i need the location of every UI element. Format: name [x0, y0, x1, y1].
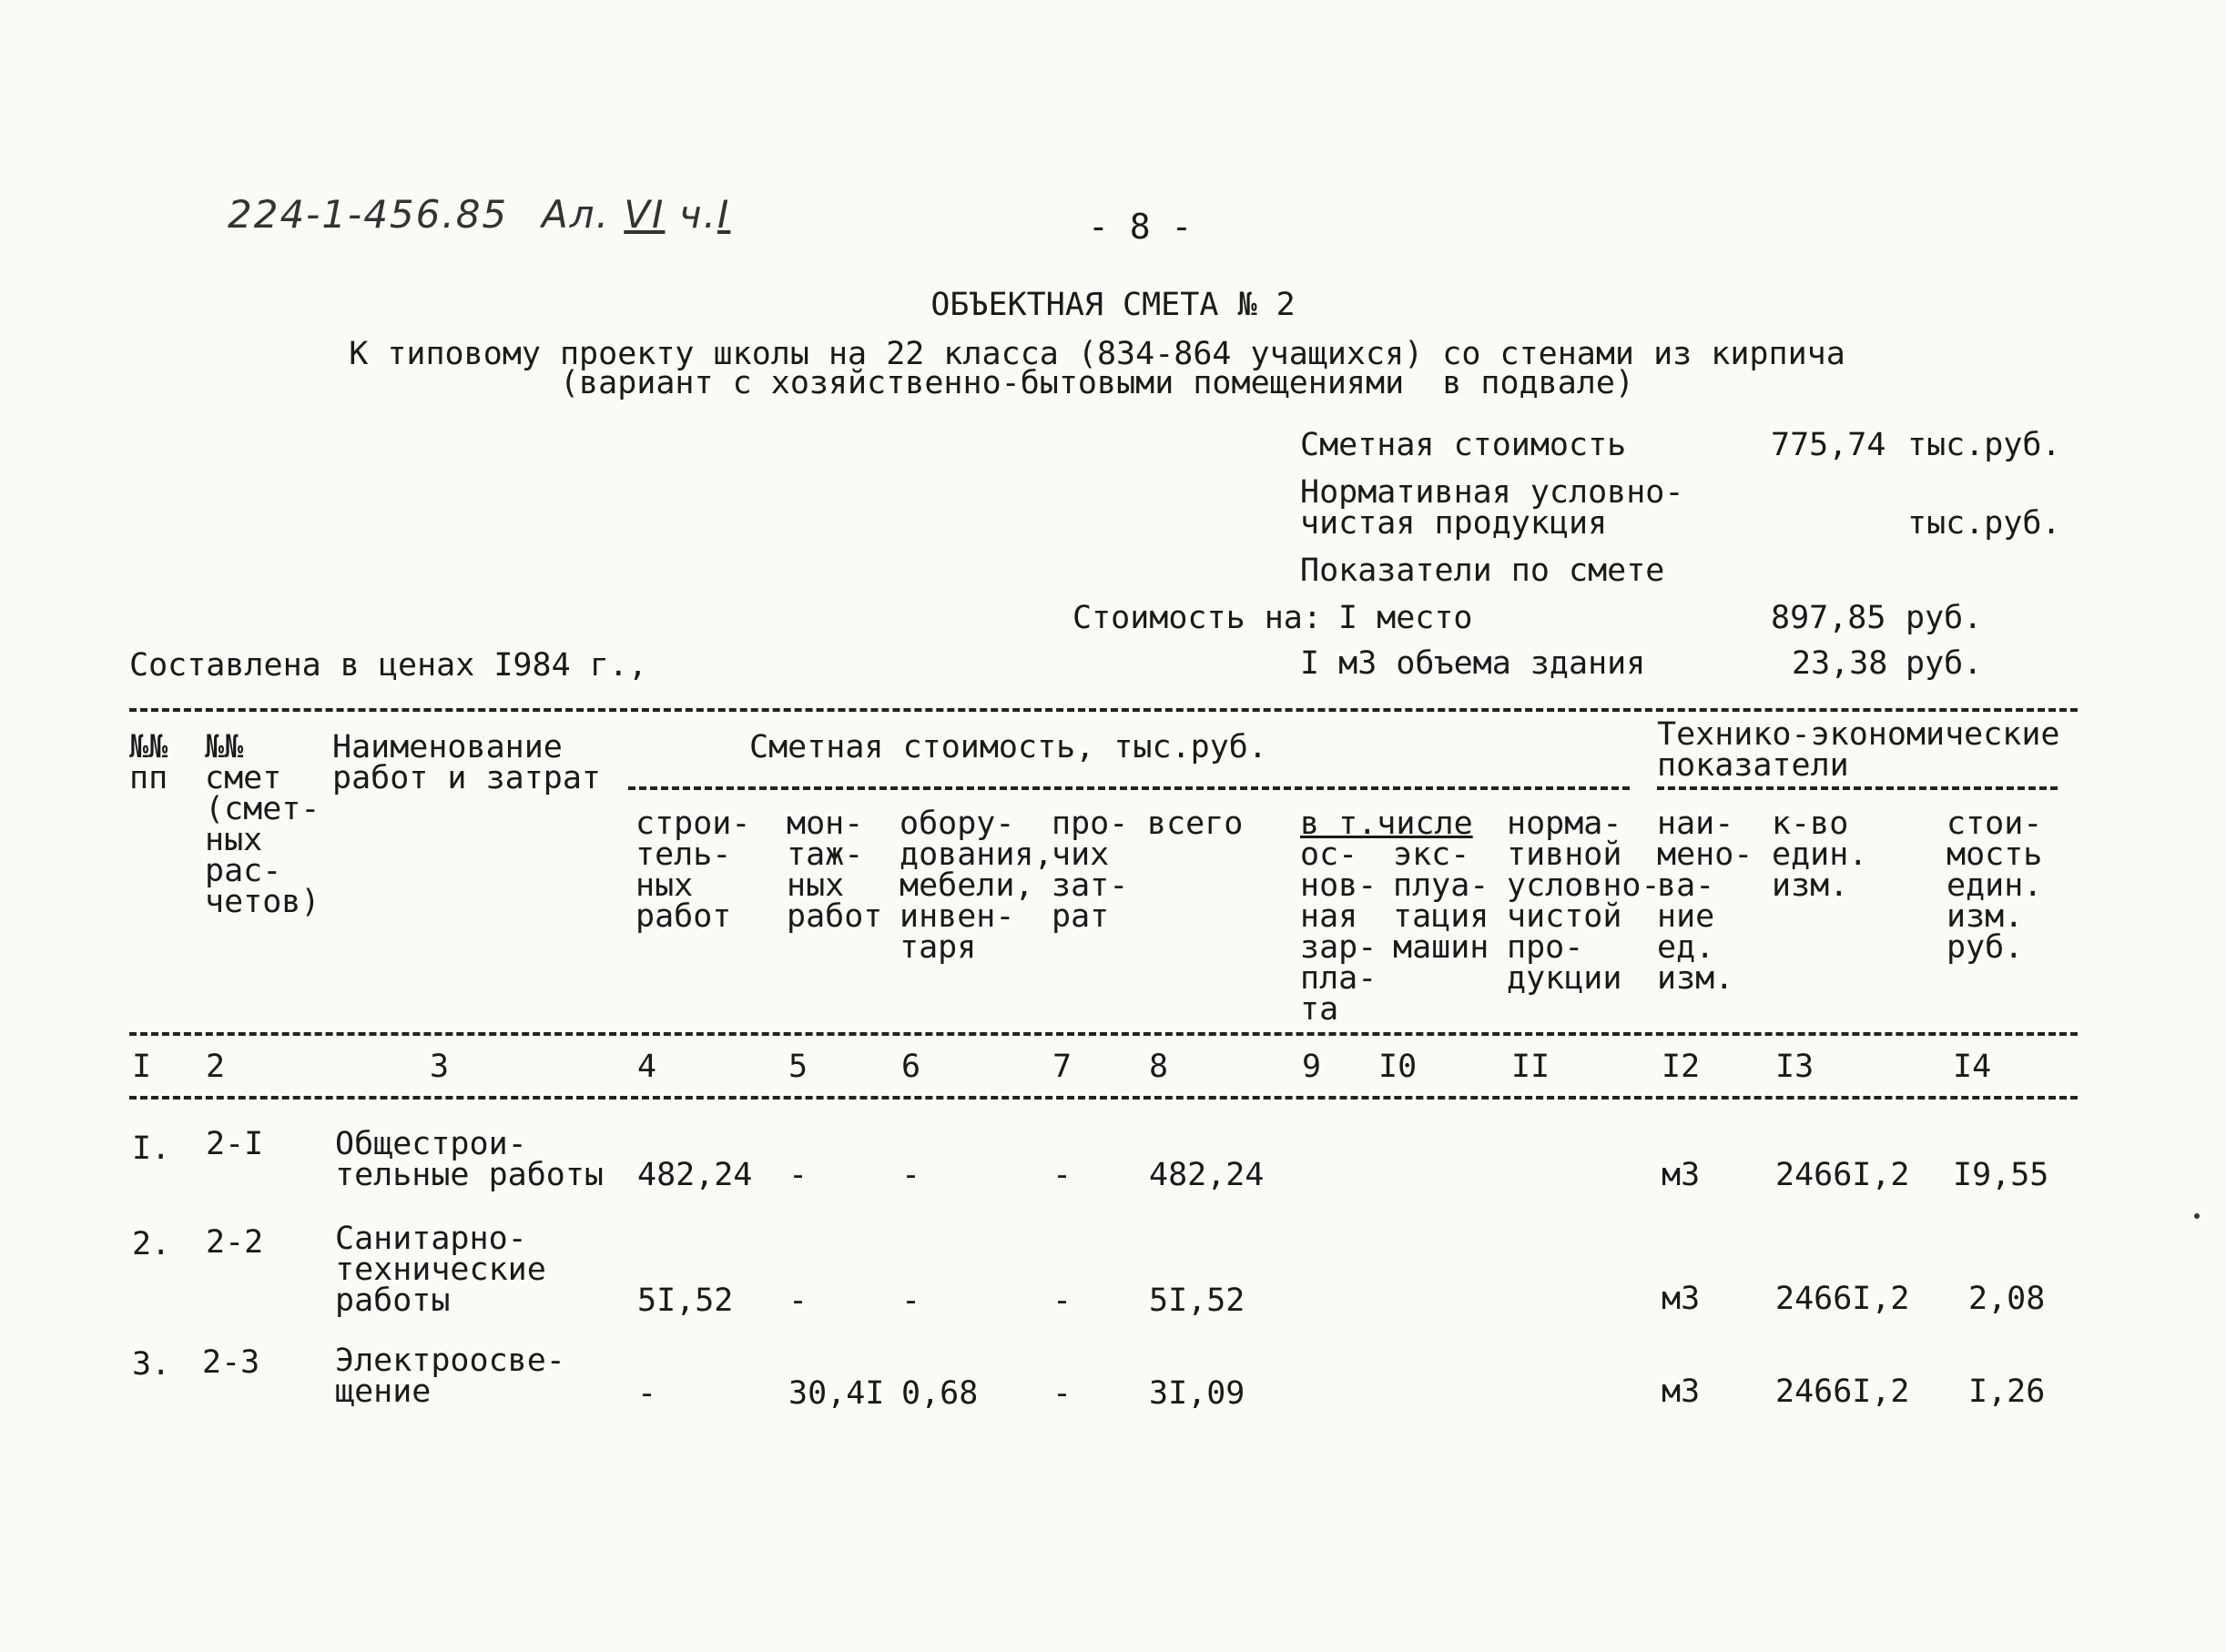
per-place-unit: руб. — [1906, 600, 1983, 636]
row-number: 2. — [132, 1226, 171, 1262]
column-number: 9 — [1302, 1049, 1322, 1085]
cost-unit: тыс.руб. — [1907, 427, 2061, 463]
row-total: 5I,52 — [1149, 1282, 1245, 1319]
row-unit: м3 — [1662, 1373, 1701, 1410]
row-work-name: Санитарно- технические работы — [335, 1221, 546, 1319]
row-equipment: - — [901, 1157, 921, 1193]
row-estimate: 2-I — [206, 1126, 264, 1162]
row-total: 482,24 — [1149, 1157, 1265, 1193]
column-numbers-rule — [129, 1096, 2078, 1100]
per-m3-unit: руб. — [1906, 645, 1983, 682]
column-number: I3 — [1775, 1049, 1814, 1085]
column-number: 3 — [430, 1049, 450, 1085]
header-equipment: обору- дования, мебели, инвен- таря — [900, 806, 1053, 966]
page-title: ОБЪЕКТНАЯ СМЕТА № 2 — [930, 287, 1296, 323]
header-unit-quantity: к-во един. изм. — [1772, 806, 1868, 904]
row-number: 3. — [132, 1346, 171, 1383]
norm-label-line-2: чистая продукция — [1300, 505, 1608, 542]
album-reference — [542, 192, 731, 237]
header-other: про- чих зат- рат — [1052, 806, 1129, 935]
column-number: I4 — [1953, 1049, 1992, 1085]
header-bottom-rule — [129, 1032, 2078, 1036]
row-quantity: 2466I,2 — [1775, 1373, 1910, 1410]
row-work-name: Общестрои- тельные работы — [335, 1126, 605, 1193]
column-number: 7 — [1052, 1049, 1072, 1085]
header-estimate-number: №№ смет (смет- ных рас- четов) — [205, 729, 320, 920]
table-top-rule — [129, 708, 2078, 712]
row-number: I. — [132, 1130, 171, 1167]
row-other: - — [1052, 1375, 1072, 1412]
header-cost-group: Сметная стоимость, тыс.руб. — [749, 729, 1267, 765]
header-construction: строи- тель- ных работ — [635, 806, 751, 935]
scan-speck — [2194, 1213, 2200, 1219]
row-quantity: 2466I,2 — [1775, 1281, 1910, 1317]
column-number: 5 — [788, 1049, 808, 1085]
row-unit-cost: 2,08 — [1968, 1281, 2046, 1317]
album-label: Ал. — [542, 192, 610, 237]
header-normative-product: норма- тивной условно- чистой про- дукции — [1507, 806, 1661, 997]
cost-group-rule — [628, 786, 1630, 790]
cost-value: 775,74 — [1771, 427, 1886, 463]
row-construction: 5I,52 — [637, 1282, 734, 1319]
row-quantity: 2466I,2 — [1775, 1157, 1910, 1193]
row-unit-cost: I,26 — [1968, 1373, 2046, 1410]
document-code: 224-1-456.85 — [228, 192, 509, 237]
row-installation: 30,4I — [788, 1375, 885, 1412]
header-unit-cost: стои- мость един. изм. руб. — [1946, 806, 2043, 966]
row-installation: - — [788, 1282, 808, 1319]
per-place-label: I место — [1338, 600, 1473, 636]
header-machines: экс- плуа- тация машин — [1393, 836, 1489, 966]
column-number: I — [132, 1049, 152, 1085]
header-including: в т.числе — [1300, 806, 1473, 842]
column-number: 6 — [901, 1049, 921, 1085]
header-base-salary: ос- нов- ная зар- пла- та — [1300, 836, 1377, 1028]
header-work-name: Наименование работ и затрат — [332, 729, 602, 796]
column-number: II — [1511, 1049, 1550, 1085]
per-m3-label: I м3 объема здания — [1300, 645, 1646, 682]
per-m3-value: 23,38 — [1792, 645, 1888, 682]
row-construction: 482,24 — [637, 1157, 753, 1193]
row-work-name: Электроосве- щение — [335, 1343, 565, 1410]
column-number: I0 — [1378, 1049, 1418, 1085]
page-number: - 8 - — [1088, 207, 1193, 247]
row-total: 3I,09 — [1149, 1375, 1245, 1412]
row-estimate: 2-2 — [206, 1224, 264, 1261]
album-part-number: I — [717, 192, 731, 237]
row-unit: м3 — [1662, 1281, 1701, 1317]
column-number: 2 — [206, 1049, 226, 1085]
norm-label-line-1: Нормативная условно- — [1300, 474, 1684, 511]
header-installation: мон- таж- ных работ — [787, 806, 883, 935]
cost-label: Сметная стоимость — [1300, 427, 1627, 463]
header-tech-group: Технико-экономические показатели — [1657, 716, 2060, 784]
cost-per-label: Стоимость на: — [1072, 600, 1322, 636]
album-volume: VI — [624, 192, 666, 237]
column-number: 4 — [637, 1049, 657, 1085]
album-part-label: ч. — [678, 192, 717, 237]
row-unit-cost: I9,55 — [1953, 1157, 2049, 1193]
row-equipment: - — [901, 1282, 921, 1319]
header-total: всего — [1147, 806, 1244, 842]
row-equipment: 0,68 — [901, 1375, 979, 1412]
column-number: I2 — [1662, 1049, 1701, 1085]
row-unit: м3 — [1662, 1157, 1701, 1193]
tech-group-rule — [1657, 786, 2058, 790]
indicators-label: Показатели по смете — [1300, 552, 1665, 589]
header-unit-name: наи- мено- ва- ние ед. изм. — [1657, 806, 1753, 997]
row-estimate: 2-3 — [202, 1344, 260, 1381]
subtitle-line-2: (вариант с хозяйственно-бытовыми помещениями в подвале) — [559, 365, 1635, 401]
per-place-value: 897,85 — [1771, 600, 1886, 636]
row-installation: - — [788, 1157, 808, 1193]
subtitle-line-1: К типовому проекту школы на 22 класса (834-864 учащихся) со стенами из кирпича — [349, 336, 1845, 372]
prices-label: Составлена в ценах I984 г., — [129, 647, 647, 684]
column-number: 8 — [1149, 1049, 1169, 1085]
row-other: - — [1052, 1282, 1072, 1319]
header-row-number: №№ пп — [129, 729, 168, 796]
row-other: - — [1052, 1157, 1072, 1193]
norm-unit: тыс.руб. — [1907, 505, 2061, 542]
row-construction: - — [637, 1375, 657, 1412]
